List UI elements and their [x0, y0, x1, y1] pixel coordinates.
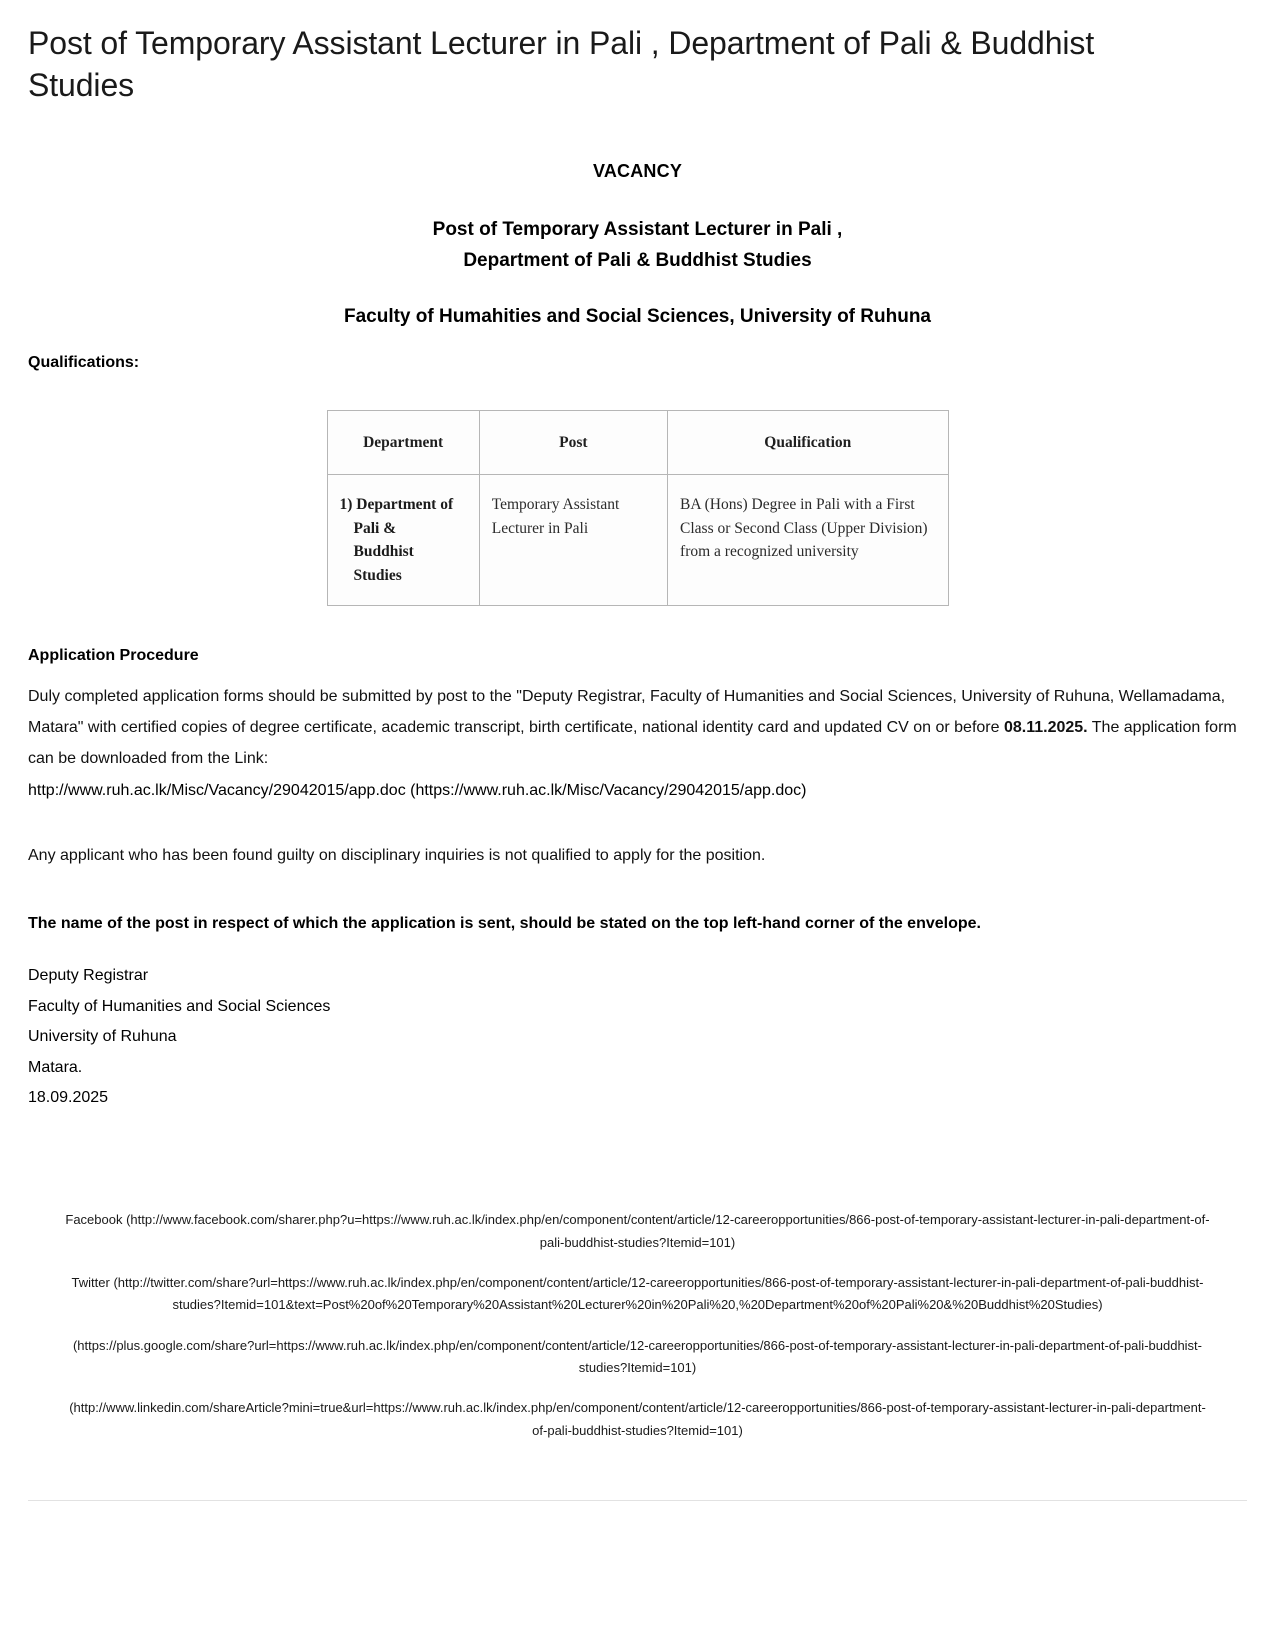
- vacancy-post-line-1: Post of Temporary Assistant Lecturer in Pali ,: [432, 219, 843, 241]
- application-section: [0, 644, 1275, 1113]
- column-header-department: Department: [327, 410, 479, 475]
- department-lines: [340, 493, 467, 587]
- signature-university: University of Ruhuna: [28, 1028, 177, 1046]
- column-header-post: Post: [479, 410, 667, 475]
- application-procedure-paragraph: [28, 681, 1245, 775]
- vacancy-heading-block: [0, 158, 1275, 331]
- table-body: [327, 475, 948, 606]
- share-link-facebook[interactable]: Facebook (http://www.facebook.com/sharer.php?u=https://www.ruh.ac.lk/index.php/en/component/content/article/12-careeropportunities/866-post-of-temporary-assistant-lecturer-in-pali-department-of-pali-buddhist-studies?Itemid=101): [65, 1212, 1210, 1250]
- cell-qualification: BA (Hons) Degree in Pali with a First Class or Second Class (Upper Division) from a recognized university: [668, 475, 948, 606]
- vacancy-label: VACANCY: [592, 161, 683, 182]
- table-header-row: [327, 410, 948, 475]
- department-line-2: Pali &: [353, 519, 397, 537]
- application-form-link[interactable]: http://www.ruh.ac.lk/Misc/Vacancy/29042015/app.doc (https://www.ruh.ac.lk/Misc/Vacancy/29042015/app.doc): [28, 781, 807, 799]
- share-links-block: [0, 1209, 1275, 1442]
- share-link-twitter[interactable]: Twitter (http://twitter.com/share?url=https://www.ruh.ac.lk/index.php/en/component/content/article/12-careeropportunities/866-post-of-temporary-assistant-lecturer-in-pali-department-of-pali-buddhist-studies?Itemid=101&text=Post%20of%20Temporary%20Assistant%20Lecturer%20in%20Pali%20,%20Department%20of%20Pali%20&%20Buddhist%20Studies): [71, 1275, 1204, 1313]
- page-title: Post of Temporary Assistant Lecturer in Pali , Department of Pali & Buddhist Studies: [28, 25, 1095, 104]
- vacancy-post-line-2: Department of Pali & Buddhist Studies: [463, 250, 812, 272]
- qualifications-label: Qualifications:: [28, 353, 140, 371]
- department-line-4: Studies: [353, 566, 402, 584]
- qualifications-table-wrapper: [327, 410, 949, 607]
- application-procedure-heading: Application Procedure: [28, 647, 199, 665]
- department-line-3: Buddhist: [353, 543, 414, 561]
- signature-designation: Deputy Registrar: [28, 967, 149, 985]
- application-paragraph-part-2: The application form can be downloaded from the Link:: [28, 719, 1237, 768]
- table-row: [327, 475, 948, 606]
- application-paragraph-part-1: Duly completed application forms should be submitted by post to the "Deputy Registrar, Faculty of Humanities and Social Sciences, University of Ruhuna, Wellamadama, Matara" with certified copies of degree certificate, academic transcript, birth certificate, national identity card and updated CV on or before: [28, 688, 1226, 737]
- footer-divider: [28, 1500, 1247, 1501]
- disqualification-note: Any applicant who has been found guilty on disciplinary inquiries is not qualified to apply for the position.: [28, 846, 766, 864]
- signature-date: 18.09.2025: [28, 1088, 109, 1106]
- cell-post: Temporary Assistant Lecturer in Pali: [479, 475, 667, 606]
- signature-faculty: Faculty of Humanities and Social Sciences: [28, 997, 331, 1015]
- vacancy-post-heading: [0, 215, 1275, 277]
- vacancy-faculty-line: Faculty of Humahities and Social Sciences, University of Ruhuna: [343, 306, 932, 327]
- signature-block: [28, 961, 1245, 1113]
- table-header: [327, 410, 948, 475]
- share-link-googleplus[interactable]: (https://plus.google.com/share?url=https://www.ruh.ac.lk/index.php/en/component/content/article/12-careeropportunities/866-post-of-temporary-assistant-lecturer-in-pali-department-of-pali-buddhist-studies?Itemid=101): [72, 1337, 1203, 1376]
- qualifications-table: [327, 410, 949, 607]
- envelope-instruction-note: The name of the post in respect of which the application is sent, should be stated on the top left-hand corner of the envelope.: [28, 914, 981, 932]
- department-line-1: 1) Department of: [339, 496, 454, 514]
- cell-department: [327, 475, 479, 606]
- signature-city: Matara.: [28, 1058, 83, 1076]
- application-deadline-date: 08.11.2025.: [1003, 719, 1088, 737]
- share-link-linkedin[interactable]: (http://www.linkedin.com/shareArticle?mini=true&url=https://www.ruh.ac.lk/index.php/en/component/content/article/12-careeropportunities/866-post-of-temporary-assistant-lecturer-in-pali-department-of-pali-buddhist-studies?Itemid=101): [69, 1400, 1206, 1438]
- column-header-qualification: Qualification: [668, 410, 948, 475]
